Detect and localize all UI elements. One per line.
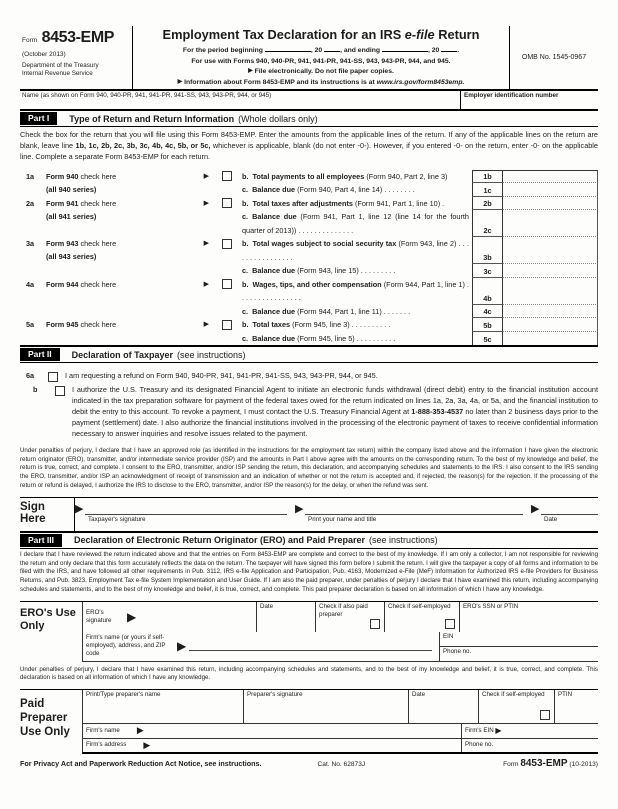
arrow-icon: ▶ — [203, 240, 209, 248]
sign-here-block — [20, 497, 598, 533]
line-number: 3a — [26, 239, 35, 249]
preparer-phone-field[interactable]: Phone no. — [461, 739, 598, 753]
ero-use-only-block — [20, 601, 598, 662]
part2-bar — [20, 347, 598, 363]
printed-name-label: Print your name and title — [308, 515, 377, 523]
line-4-group: 4a Form 944 check here ▶ b. Wages, tips, and other compensation (Form 944, Part 1, line 1) . . . . . . . . . . . . . . . . 4b c. Balance due (Form 944, Part 1, line 11) . . . . . . . 4c — [20, 278, 598, 319]
file-electronically-line: ▶ File electronically. Do not file paper copies. — [248, 68, 394, 76]
arrow-icon: ▶ — [495, 725, 502, 735]
ein-field[interactable]: Employer identification number — [460, 91, 598, 109]
preparer-firm-address-field[interactable] — [153, 741, 454, 750]
preparer-firm-ein-field[interactable]: Firm's EIN ▶ — [461, 724, 598, 738]
omb-number: OMB No. 1545-0967 — [521, 54, 587, 61]
line-3-group: 3a Form 943 check here ▶ (all 943 series) b. Total wages subject to social security tax (Form 943, line 2) . . . . . . . . . . . . . . . . 3b c. Balance due (Form 943, line 15) . . . . . . . . . 3c — [20, 237, 598, 278]
date-zone — [531, 500, 598, 531]
form-8453-emp — [20, 0, 598, 769]
preparer-self-employed-checkbox[interactable] — [540, 710, 550, 720]
arrow-icon: ▶ — [75, 502, 84, 515]
part3-note: (see instructions) — [369, 535, 438, 546]
form-word: Form — [22, 37, 38, 44]
form-945-checkbox[interactable] — [222, 320, 232, 330]
preparer-self-employed-cell: Check if self-employed — [478, 690, 554, 723]
amount-field-1c[interactable] — [503, 183, 598, 197]
arrow-icon: ▶ — [177, 639, 187, 654]
form-941-checkbox[interactable] — [222, 198, 232, 208]
ero-signature-field[interactable] — [139, 612, 249, 621]
paid-preparer-block — [20, 689, 598, 754]
taxpayer-signature-field[interactable] — [85, 499, 287, 515]
ero-use-only-label: ERO's Use Only — [20, 606, 76, 632]
preparer-firm-address-cell: Firm's address ▶ — [83, 739, 461, 753]
part3-tag: Part III — [20, 534, 62, 547]
line-number: 2a — [26, 198, 35, 208]
form-header — [20, 26, 598, 91]
line-6b — [20, 385, 598, 440]
catalog-number: Cat. No. 62873J — [317, 761, 366, 769]
part3-title: Declaration of Electronic Return Originator (ERO) and Paid Preparer — [73, 535, 366, 546]
part1-table — [20, 170, 598, 348]
arrow-icon: ▶ — [177, 78, 183, 85]
period-line: For the period beginning , 20 , and ending , 20 . — [139, 44, 503, 55]
period-begin-year-field[interactable] — [324, 44, 340, 52]
form-footer — [20, 758, 598, 769]
ero-self-employed-checkbox[interactable] — [445, 619, 455, 629]
agency-block — [22, 62, 128, 78]
ero-ssn-ptin-field[interactable]: ERO's SSN or PTIN — [459, 602, 598, 632]
refund-checkbox[interactable] — [48, 372, 58, 382]
preparer-name-field[interactable]: Print/Type preparer's name — [86, 691, 161, 699]
direct-debit-checkbox[interactable] — [55, 386, 65, 396]
line-number: 4a — [26, 279, 35, 289]
arrow-icon: ▶ — [203, 321, 209, 329]
sign-here-label: Sign Here — [20, 500, 46, 525]
line-number: 6a — [26, 371, 35, 381]
line-2c-row: c. Balance due (Form 941, Part 1, line 12 (line 14 for the fourth quarter of 2013)) . . . . . . . . . . . . . . 2c — [242, 210, 598, 237]
form-number: 8453-EMP — [41, 29, 115, 46]
line-code: 4c — [472, 305, 503, 319]
line-4b-row: b. Wages, tips, and other compensation (Form 944, Part 1, line 1) . . . . . . . . . . . . . . . . 4b — [242, 278, 598, 305]
paid-preparer-label: Paid Preparer Use Only — [20, 698, 70, 738]
ero-firm-label: Firm's name (or yours if self-employed), address, and ZIP code — [86, 634, 166, 658]
use-with-forms-line: For use with Forms 940, 940-PR, 941, 941-PR, 941-SS, 943, 943-PR, 944, and 945. — [191, 57, 451, 65]
line-code: 5b — [472, 318, 503, 332]
period-end-field[interactable] — [382, 44, 428, 52]
line-5b-row: b. Total taxes (Form 945, line 3) . . . . . . . . . . 5b — [242, 318, 598, 332]
line-code: 2b — [472, 197, 503, 211]
printed-name-zone — [295, 500, 531, 531]
line-4c-row: c. Balance due (Form 944, Part 1, line 11) . . . . . . . 4c — [242, 305, 598, 319]
amount-field-4c[interactable] — [503, 305, 598, 319]
line-2-group: 2a Form 941 check here ▶ (all 941 series) b. Total taxes after adjustments (Form 941, Part 1, line 10) . 2b c. Balance due (Form 941, Part 1, line 12 (line 14 for the fourth quarter of 2013)) . . . . . . . . . . . . . . 2c — [20, 197, 598, 238]
arrow-icon: ▶ — [295, 502, 304, 515]
form-id-block — [20, 26, 132, 89]
arrow-icon: ▶ — [143, 739, 151, 750]
amount-field-4b[interactable] — [503, 278, 598, 305]
line-2b-row: b. Total taxes after adjustments (Form 941, Part 1, line 10) . 2b — [242, 197, 598, 211]
line-6a — [20, 371, 598, 382]
preparer-firm-name-field[interactable] — [147, 726, 454, 735]
arrow-icon: ▶ — [203, 199, 209, 207]
ero-self-employed-cell: Check if self-employed — [384, 602, 459, 632]
name-ein-row — [20, 91, 598, 111]
line-number: b — [33, 385, 38, 395]
line-1c-row: c. Balance due (Form 940, Part 4, line 14) . . . . . . . . 1c — [242, 183, 598, 197]
ero-signature-label: ERO's signature — [86, 608, 112, 624]
signature-date-label: Date — [544, 515, 558, 523]
revision-date: (October 2013) — [22, 51, 66, 58]
arrow-icon: ▶ — [203, 172, 209, 180]
line-code: 1c — [472, 183, 503, 197]
title-block — [132, 26, 510, 89]
privacy-act-notice: For Privacy Act and Paperwork Reduction Act Notice, see instructions. — [20, 759, 262, 769]
preparer-ptin-field[interactable]: PTIN — [554, 690, 598, 723]
signature-date-field[interactable] — [541, 499, 598, 515]
line-code: 4b — [472, 278, 503, 305]
amount-field-5c[interactable] — [503, 332, 598, 346]
line-number: 5a — [26, 320, 35, 330]
part1-tag: Part I — [20, 112, 57, 125]
amount-field-1b[interactable] — [503, 170, 598, 184]
line-1-group: 1a Form 940 check here ▶ (all 940 series) b. Total payments to all employees (Form 940, Part 2, line 3) 1b c. Balance due (Form 940, Part 4, line 14) . . . . . . . . 1c — [20, 170, 598, 197]
form-940-checkbox[interactable] — [222, 171, 232, 181]
line-3b-row: b. Total wages subject to social security tax (Form 943, line 2) . . . . . . . . . . . . . . . . 3b — [242, 237, 598, 264]
ero-ein-field[interactable]: EIN — [440, 632, 598, 647]
period-begin-field[interactable] — [265, 44, 311, 52]
form-943-checkbox[interactable] — [222, 239, 232, 249]
line-code: 1b — [472, 170, 503, 184]
line-code: 3b — [472, 237, 503, 264]
taxpayer-signature-label: Taxpayer's signature — [88, 515, 146, 523]
amount-field-2b[interactable] — [503, 197, 598, 211]
line-code: 2c — [472, 210, 503, 237]
ero-declaration-text: I declare that I have reviewed the return indicated above and that the entries on Form 8453-EMP are complete and correct to the best of my knowledge. If I am only a collector, I am not responsible for reviewing the return and only declare that this form accurately reflects the data on the return. The taxpayer will have signed this form before I submit the return. I will give the taxpayer a copy of all forms and information to be filed with the IRS, and have followed all other requirements in Pub. 3112, IRS e-file Application and Participation, Pub. 4163, Modernized e-File (MeF) Information for Authorized IRS e-file Providers for Business Returns, and Pub. 3823, Employment Tax e-file System Implementation and User Guide. If I am also the paid preparer, under penalties of perjury I declare that I have examined this return, including accompanying schedules and statements, and to the best of my knowledge and belief, it is true, correct, and complete. This paid preparer declaration is based on all information of which I have any knowledge. — [20, 550, 598, 593]
preparer-signature-field[interactable]: Preparer's signature — [243, 690, 408, 723]
form-number-line — [22, 29, 128, 47]
ero-firm-field[interactable] — [189, 641, 432, 651]
part3-bar — [20, 533, 598, 549]
part2-note: (see instructions) — [177, 349, 246, 360]
form-title: Employment Tax Declaration for an IRS e-file Return — [162, 27, 480, 42]
form-944-checkbox[interactable] — [222, 279, 232, 289]
line-5-group: 5a Form 945 check here ▶ b. Total taxes (Form 945, line 3) . . . . . . . . . . 5b c. Balance due (Form 945, line 5) . . . . . . . . . . 5c — [20, 318, 598, 345]
arrow-icon: ▶ — [136, 725, 144, 736]
line-6a-text: I am requesting a refund on Form 940, 940-PR, 941, 941-PR, 941-SS, 943, 943-PR, 944, or 945. — [65, 371, 378, 381]
part2-title: Declaration of Taxpayer — [71, 349, 173, 360]
ero-phone-field[interactable]: Phone no. — [443, 647, 472, 655]
line-code: 5c — [472, 332, 503, 346]
ero-signature-cell — [83, 602, 256, 632]
dept-treasury: Department of the Treasury — [22, 62, 99, 69]
footer-form-number: Form 8453-EMP (10-2013) — [503, 758, 598, 770]
ero-firm-cell — [83, 632, 439, 661]
amount-field-3b[interactable] — [503, 237, 598, 264]
taxpayer-signature-zone — [75, 500, 295, 531]
part2-tag: Part II — [20, 348, 60, 361]
name-field[interactable]: Name (as shown on Form 940, 940-PR, 941, 941-PR, 941-SS, 943, 943-PR, 944, or 945) — [22, 92, 272, 99]
line-code: 3c — [472, 264, 503, 278]
amount-field-5b[interactable] — [503, 318, 598, 332]
ero-date-field[interactable]: Date — [256, 602, 315, 632]
preparer-date-field[interactable]: Date — [408, 690, 478, 723]
amount-field-2c[interactable] — [503, 210, 598, 237]
irs-label: Internal Revenue Service — [22, 70, 93, 78]
arrow-icon: ▶ — [127, 609, 137, 624]
ero-also-paid-preparer-cell: Check if also paid preparer — [315, 602, 384, 632]
line-number: 1a — [26, 171, 35, 181]
series-note: (all 943 series) — [46, 252, 97, 262]
line-6b-text: I authorize the U.S. Treasury and its designated Financial Agent to initiate an electronic funds withdrawal (direct debit) entry to the financial institution account indicated in the tax preparation software for payment of the federal taxes owed for the return indicated on lines 1a, 2a, 3a, 4a, or 5a, and the financial institution to debit the entry to this account. To revoke a payment, I must contact the U.S. Treasury Financial Agent at 1-888-353-4537 no later than 2 business days prior to the payment (settlement) date. I also authorize the financial institutions involved in the processing of the electronic payment of taxes to receive confidential information necessary to answer inquiries and resolve issues related to the payment. — [72, 385, 598, 439]
arrow-icon: ▶ — [248, 68, 253, 75]
ero-also-paid-preparer-checkbox[interactable] — [370, 619, 380, 629]
part1-title: Type of Return and Return Information — [69, 113, 235, 124]
series-note: (all 940 series) — [46, 184, 97, 194]
arrow-icon: ▶ — [531, 502, 540, 515]
printed-name-field[interactable] — [305, 499, 523, 515]
line-3c-row: c. Balance due (Form 943, line 15) . . . . . . . . . 3c — [242, 264, 598, 278]
info-line: ▶ Information about Form 8453-EMP and its instructions is at www.irs.gov/form8453emp. — [177, 78, 465, 86]
period-end-year-field[interactable] — [441, 44, 457, 52]
taxpayer-perjury-statement: Under penalties of perjury, I declare that I have an approved role (as identified in the instructions for the employment tax return) within the company listed above and the information I have given the electronic return originator (ERO), transmitter, and/or intermediate service provider (ISP) and the amounts in Part I above agree with the amounts on the corresponding return. To the best of my knowledge and belief, the return is true, correct, and complete. I consent to the ERO, transmitter, and/or ISP sending the return, this declaration, and accompanying schedules and statements to the IRS. I also consent to the IRS sending the ERO, transmitter, and/or ISP an acknowledgment of receipt of transmission and an indication of whether or not the return is accepted and, if rejected, the reason(s) for the rejection. If the processing of the return or refund is delayed, I authorize the IRS to disclose to the ERO, transmitter, and/or ISP the reason(s) for the delay, or when the refund was sent. — [20, 447, 598, 489]
part1-instructions: Check the box for the return that you will file using this Form 8453-EMP. Enter the amounts from the applicable lines of the return. If any of the applicable lines on the return are blank, leave line 1b, 1c, 2b, 2c, 3b, 3c, 4b, 4c, 5b, or 5c, whichever is applicable, blank (do not enter -0-). However, if you entered -0- on the return, enter -0- on the applicable line. Complete a separate Form 8453-EMP for each return. — [20, 130, 598, 161]
part1-bar — [20, 111, 598, 127]
preparer-perjury-statement: Under penalties of perjury, I declare that I have examined this return, including accompanying schedules and statements, and to the best of my knowledge and belief, it is true, correct, and complete. This declaration is based on all information of which I have any knowledge. — [20, 665, 598, 682]
arrow-icon: ▶ — [203, 280, 209, 288]
amount-field-3c[interactable] — [503, 264, 598, 278]
part1-note: (Whole dollars only) — [238, 113, 318, 124]
preparer-firm-name-cell: Firm's name ▶ — [83, 724, 461, 738]
series-note: (all 941 series) — [46, 211, 97, 221]
line-1b-row: b. Total payments to all employees (Form 940, Part 2, line 3) 1b — [242, 170, 598, 184]
line-5c-row: c. Balance due (Form 945, line 5) . . . . . . . . . . 5c — [242, 332, 598, 346]
